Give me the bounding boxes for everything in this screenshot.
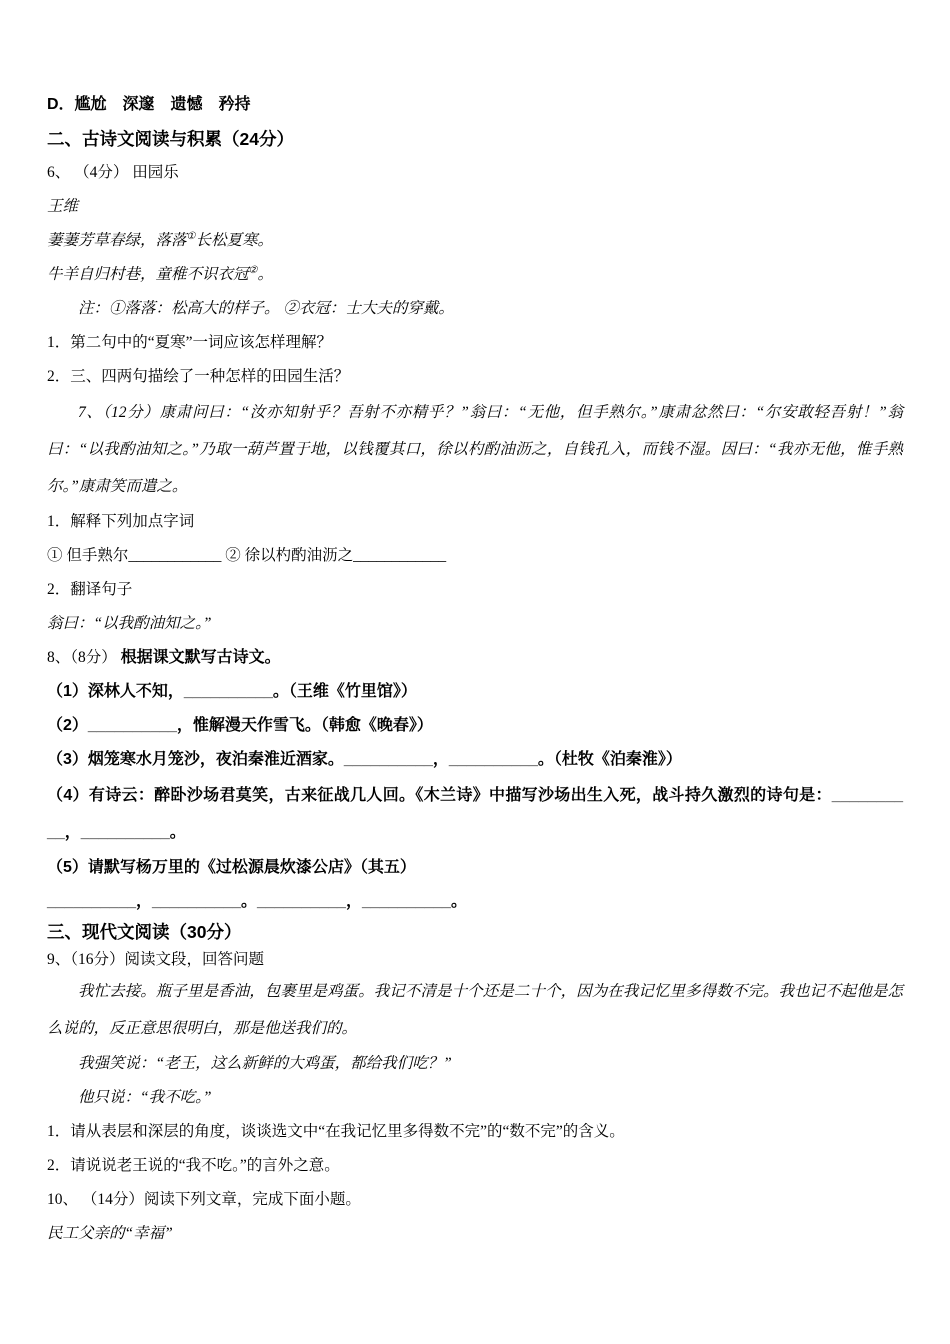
q9-paragraph-2: 我强笑说：“老王，这么新鲜的大鸡蛋，都给我们吃？” xyxy=(78,1055,452,1072)
section-3-heading: 三、现代文阅读（30分） xyxy=(47,922,242,942)
q10-header: 10、 （14分）阅读下列文章，完成下面小题。 xyxy=(47,1191,361,1208)
q7-translate-sentence: 翁曰：“以我酌油知之。” xyxy=(47,615,212,632)
q10-article-title: 民工父亲的“幸福” xyxy=(47,1225,173,1242)
q8-title: 根据课文默写古诗文。 xyxy=(120,649,281,666)
q8-item-5-blanks: __________，__________。__________，__________。 xyxy=(47,893,467,910)
poem-author: 王维 xyxy=(47,198,79,215)
q9-sub-question-2: 2．请说说老王说的“我不吃。”的言外之意。 xyxy=(47,1157,340,1174)
poem-line-2-tail: 。 xyxy=(257,266,273,283)
footnote-ref-1: ① xyxy=(186,230,196,242)
q7-passage: 7、（12分）康肃问曰：“汝亦知射乎？吾射不亦精乎？”翁曰：“无他，但手熟尔。”康肃忿然曰：“尔安敢轻吾射！”翁曰：“以我酌油知之。”乃取一葫芦置于地，以钱覆其口，徐以杓酌油沥之，自钱孔入，而钱不湿。因曰：“我亦无他，惟手熟尔。”康肃笑而遣之。 xyxy=(47,404,903,495)
poem-line-2 xyxy=(47,258,903,292)
q8-item-4: （4）有诗云：醉卧沙场君莫笑，古来征战几人回。《木兰诗》中描写沙场出生入死，战斗持久激烈的诗句是：________ __，__________。 xyxy=(47,787,903,841)
q8-item-3: （3）烟笼寒水月笼沙，夜泊秦淮近酒家。__________，__________。（杜牧《泊秦淮》） xyxy=(47,751,682,768)
q8-header xyxy=(47,641,903,675)
q9-sub-question-1: 1．请从表层和深层的角度，谈谈选文中“在我记忆里多得数不完”的“数不完”的含义。 xyxy=(47,1123,625,1140)
q6-sub-question-2: 2．三、四两句描绘了一种怎样的田园生活？ xyxy=(47,368,350,385)
q7-sub-question-2: 2．翻译句子 xyxy=(47,581,133,598)
q6-header: 6、 （4分） 田园乐 xyxy=(47,164,179,181)
q9-paragraph-3: 他只说：“我不吃。” xyxy=(78,1089,212,1106)
q7-fill-blanks: ① 但手熟尔____________ ② 徐以杓酌油沥之____________ xyxy=(47,547,447,564)
poem-line-1-tail: 长松夏寒。 xyxy=(195,232,273,249)
q6-sub-question-1: 1．第二句中的“夏寒”一词应该怎样理解？ xyxy=(47,334,333,351)
q8-number: 8、（8分） xyxy=(47,649,121,666)
q7-sub-question-1: 1．解释下列加点字词 xyxy=(47,513,195,530)
q8-item-5: （5）请默写杨万里的《过松源晨炊漆公店》（其五） xyxy=(47,859,416,876)
q8-item-2: （2）__________，惟解漫天作雪飞。（韩愈《晚春》） xyxy=(47,717,433,734)
option-d-line: D．尴尬 深邃 遗憾 矜持 xyxy=(47,96,251,113)
poem-line-1 xyxy=(47,224,903,258)
q9-paragraph-1: 我忙去接。瓶子里是香油，包裹里是鸡蛋。我记不清是十个还是二十个，因为在我记忆里多得数不完。我也记不起他是怎么说的，反正意思很明白，那是他送我们的。 xyxy=(47,983,903,1037)
q9-header: 9、（16分）阅读文段，回答问题 xyxy=(47,951,265,968)
poem-line-1-text: 萋萋芳草春绿，落落 xyxy=(47,232,187,249)
footnote-ref-2: ② xyxy=(248,264,258,276)
section-2-heading: 二、古诗文阅读与积累（24分） xyxy=(47,129,294,149)
poem-line-2-text: 牛羊自归村巷，童稚不识衣冠 xyxy=(47,266,249,283)
poem-note: 注：①落落：松高大的样子。 ②衣冠：士大夫的穿戴。 xyxy=(78,300,454,317)
q8-item-1: （1）深林人不知，__________。（王维《竹里馆》） xyxy=(47,683,417,700)
